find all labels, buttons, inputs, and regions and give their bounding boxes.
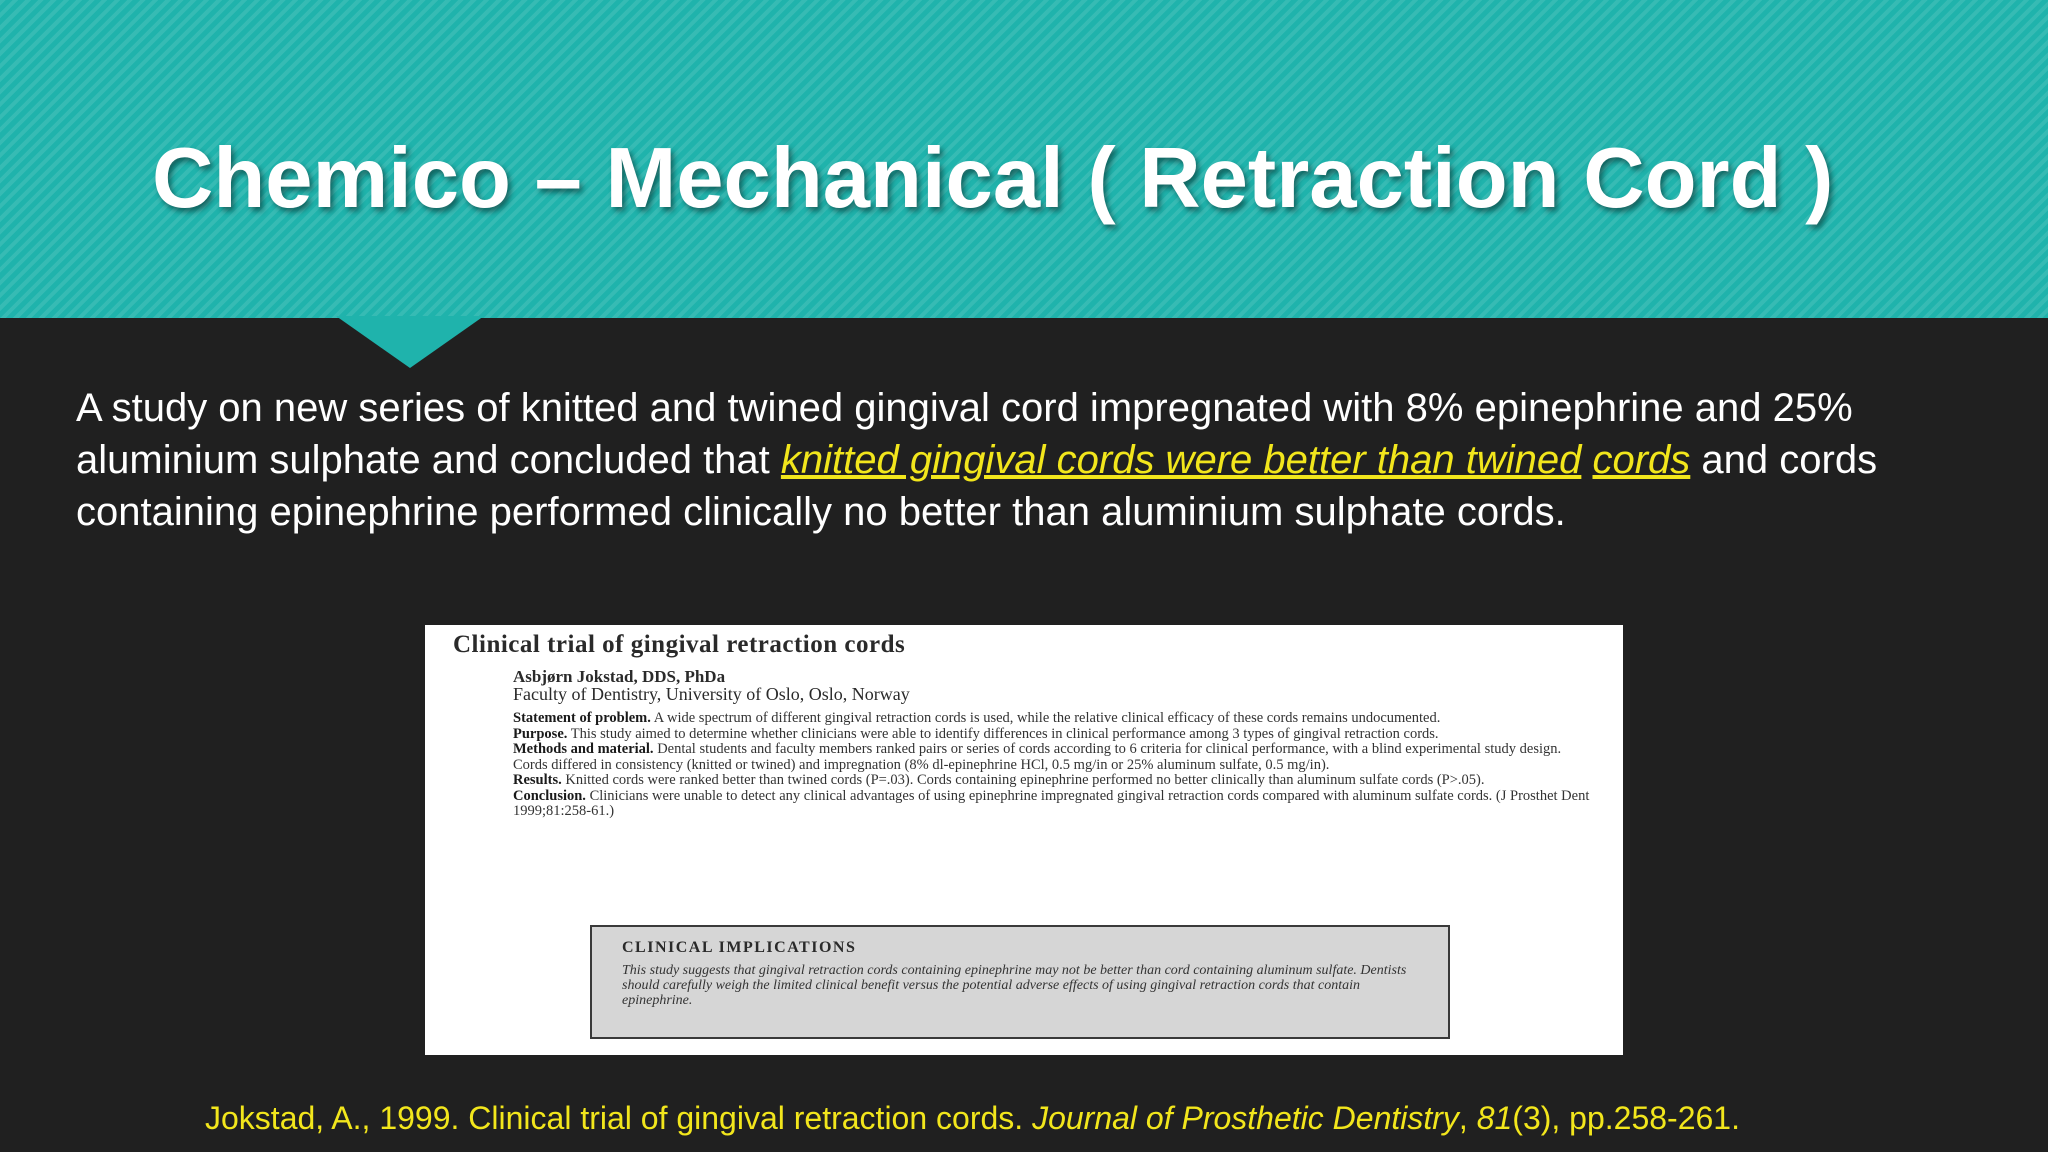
citation-journal: Journal of Prosthetic Dentistry — [1032, 1100, 1459, 1136]
paper-title: Clinical trial of gingival retraction cords — [453, 631, 906, 658]
abstract-results-text: Knitted cords were ranked better than twined cords (P=.03). Cords containing epinephrine performed no better clinically than aluminum sulfate cords (P>.05). — [561, 772, 1485, 788]
abstract-purpose — [513, 727, 1593, 743]
citation — [205, 1100, 2005, 1137]
clinical-implications-text: This study suggests that gingival retraction cords containing epinephrine may not be better than cord containing aluminum sulfate. Dentists should carefully weigh the limited clinical benefit versus the potential adverse effects of using gingival retraction cords that contain epinephrine. — [622, 963, 1407, 1008]
abstract-methods-label: Methods and material. — [513, 741, 654, 757]
paper-abstract-image — [425, 625, 1623, 1055]
body-outro: and cords containing epinephrine performed clinically no better than aluminium sulphate cords. — [76, 438, 1878, 534]
abstract-conclusion-label: Conclusion. — [513, 787, 586, 804]
abstract-results — [513, 773, 1593, 789]
body-highlight-knitted: knitted gingival cords were better than twined — [780, 438, 1582, 482]
slide-body-text — [76, 382, 2006, 538]
clinical-implications-box — [590, 925, 1450, 1039]
abstract-results-label: Results. — [513, 772, 562, 788]
abstract-problem — [513, 711, 1593, 727]
paper-affiliation: Faculty of Dentistry, University of Oslo, Oslo, Norway — [513, 684, 910, 704]
body-space — [1581, 438, 1592, 482]
paper-author: Asbjørn Jokstad, DDS, PhDa — [513, 667, 726, 686]
citation-post: (3), pp.258-261. — [1512, 1100, 1740, 1136]
citation-sep: , — [1458, 1100, 1477, 1136]
slide-title: Chemico – Mechanical ( Retraction Cord ) — [152, 131, 1834, 226]
abstract-conclusion — [513, 789, 1593, 820]
abstract-methods-text: Dental students and faculty members ranked pairs or series of cords according to 6 criteria for clinical performance, with a blind experimental study design. Cords differed in consistency (knitted or twined) and impregnation (8% dl-epinephrine HCl, 0.5 mg/in or 25% aluminum sulfate, 0.5 mg/in). — [513, 741, 1562, 773]
abstract-problem-label: Statement of problem. — [513, 710, 651, 726]
paper-abstract — [513, 711, 1593, 820]
banner-notch — [336, 316, 484, 368]
abstract-purpose-label: Purpose. — [513, 725, 568, 742]
body-intro: A study on new series of knitted and twined gingival cord impregnated with 8% epinephrine and 25% aluminium sulphate and concluded that — [76, 386, 1853, 482]
citation-pre: Jokstad, A., 1999. Clinical trial of gingival retraction cords. — [205, 1100, 1033, 1136]
abstract-methods — [513, 742, 1593, 773]
body-highlight-cords: cords — [1592, 438, 1691, 482]
clinical-implications-title: CLINICAL IMPLICATIONS — [622, 939, 857, 956]
abstract-problem-text: A wide spectrum of different gingival retraction cords is used, while the relative clinical efficacy of these cords remains undocumented. — [650, 710, 1441, 726]
abstract-conclusion-text: Clinicians were unable to detect any clinical advantages of using epinephrine impregnated gingival retraction cords compared with aluminum sulfate cords. (J Prosthet Dent 1999;81:258-61.) — [513, 787, 1590, 819]
abstract-purpose-text: This study aimed to determine whether clinicians were able to identify differences in clinical performance among 3 types of gingival retraction cords. — [567, 725, 1439, 742]
citation-volume: 81 — [1476, 1100, 1513, 1136]
